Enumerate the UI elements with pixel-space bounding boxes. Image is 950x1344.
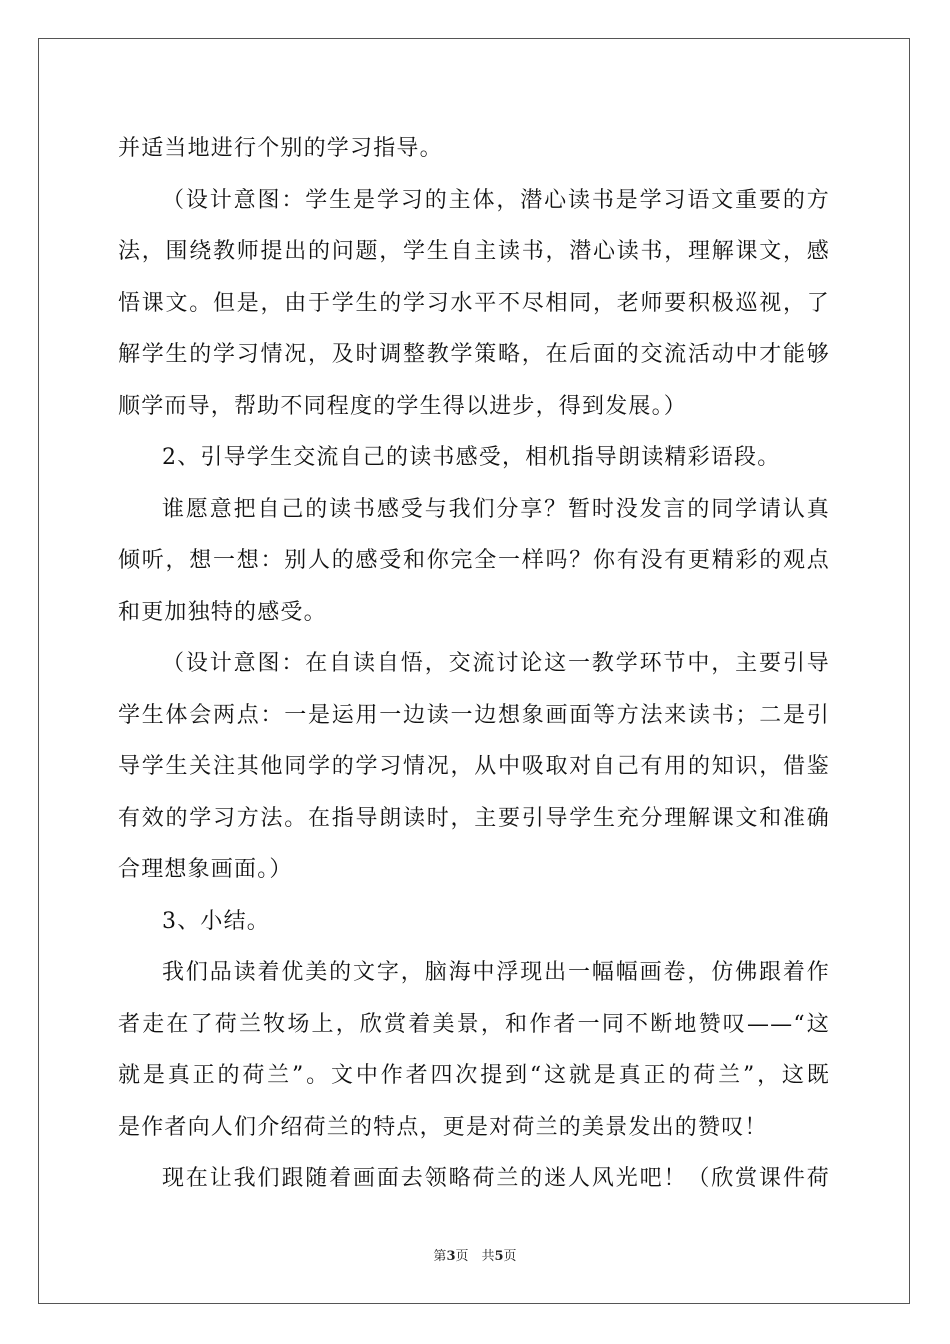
text-line: 法，围绕教师提出的问题，学生自主读书，潜心读书，理解课文，感 bbox=[118, 239, 830, 264]
text-line: 解学生的学习情况，及时调整教学策略，在后面的交流活动中才能够 bbox=[118, 342, 830, 367]
document-body bbox=[118, 126, 830, 1208]
text-line: 现在让我们跟随着画面去领略荷兰的迷人风光吧！（欣赏课件荷 bbox=[162, 1166, 830, 1191]
text-line: （设计意图：在自读自悟，交流讨论这一教学环节中，主要引导 bbox=[162, 651, 830, 676]
text-line: 者走在了荷兰牧场上，欣赏着美景，和作者一同不断地赞叹——“这 bbox=[118, 1011, 830, 1037]
text-line: 2、引导学生交流自己的读书感受，相机指导朗读精彩语段。 bbox=[162, 445, 781, 470]
text-line: （设计意图：学生是学习的主体，潜心读书是学习语文重要的方 bbox=[162, 187, 830, 213]
footer-total-pages: 5 bbox=[494, 1249, 504, 1264]
text-line: 谁愿意把自己的读书感受与我们分享？暂时没发言的同学请认真 bbox=[162, 496, 830, 522]
text-line: 就是真正的荷兰”。文中作者四次提到“这就是真正的荷兰”，这既 bbox=[118, 1063, 830, 1088]
footer-prefix: 第 bbox=[433, 1249, 447, 1264]
text-line: 并适当地进行个别的学习指导。 bbox=[118, 136, 443, 161]
text-line: 悟课文。但是，由于学生的学习水平不尽相同，老师要积极巡视，了 bbox=[118, 290, 830, 316]
text-line: 是作者向人们介绍荷兰的特点，更是对荷兰的美景发出的赞叹！ bbox=[118, 1114, 768, 1140]
text-line: 合理想象画面。） bbox=[118, 857, 293, 882]
text-line: 倾听，想一想：别人的感受和你完全一样吗？你有没有更精彩的观点 bbox=[118, 548, 830, 573]
text-line: 顺学而导，帮助不同程度的学生得以进步，得到发展。） bbox=[118, 393, 688, 419]
text-line: 导学生关注其他同学的学习情况，从中吸取对自己有用的知识，借鉴 bbox=[118, 754, 830, 779]
text-line: 3、小结。 bbox=[162, 908, 270, 934]
footer-page-number: 3 bbox=[446, 1249, 456, 1264]
text-line: 学生体会两点：一是运用一边读一边想象画面等方法来读书；二是引 bbox=[118, 702, 830, 728]
text-line: 我们品读着优美的文字，脑海中浮现出一幅幅画卷，仿佛跟着作 bbox=[162, 960, 830, 985]
footer-mid: 页 共 bbox=[455, 1249, 495, 1264]
text-line: 和更加独特的感受。 bbox=[118, 599, 327, 625]
page-footer bbox=[0, 1245, 950, 1264]
text-line: 有效的学习方法。在指导朗读时，主要引导学生充分理解课文和准确 bbox=[118, 805, 830, 831]
footer-suffix: 页 bbox=[503, 1249, 517, 1264]
